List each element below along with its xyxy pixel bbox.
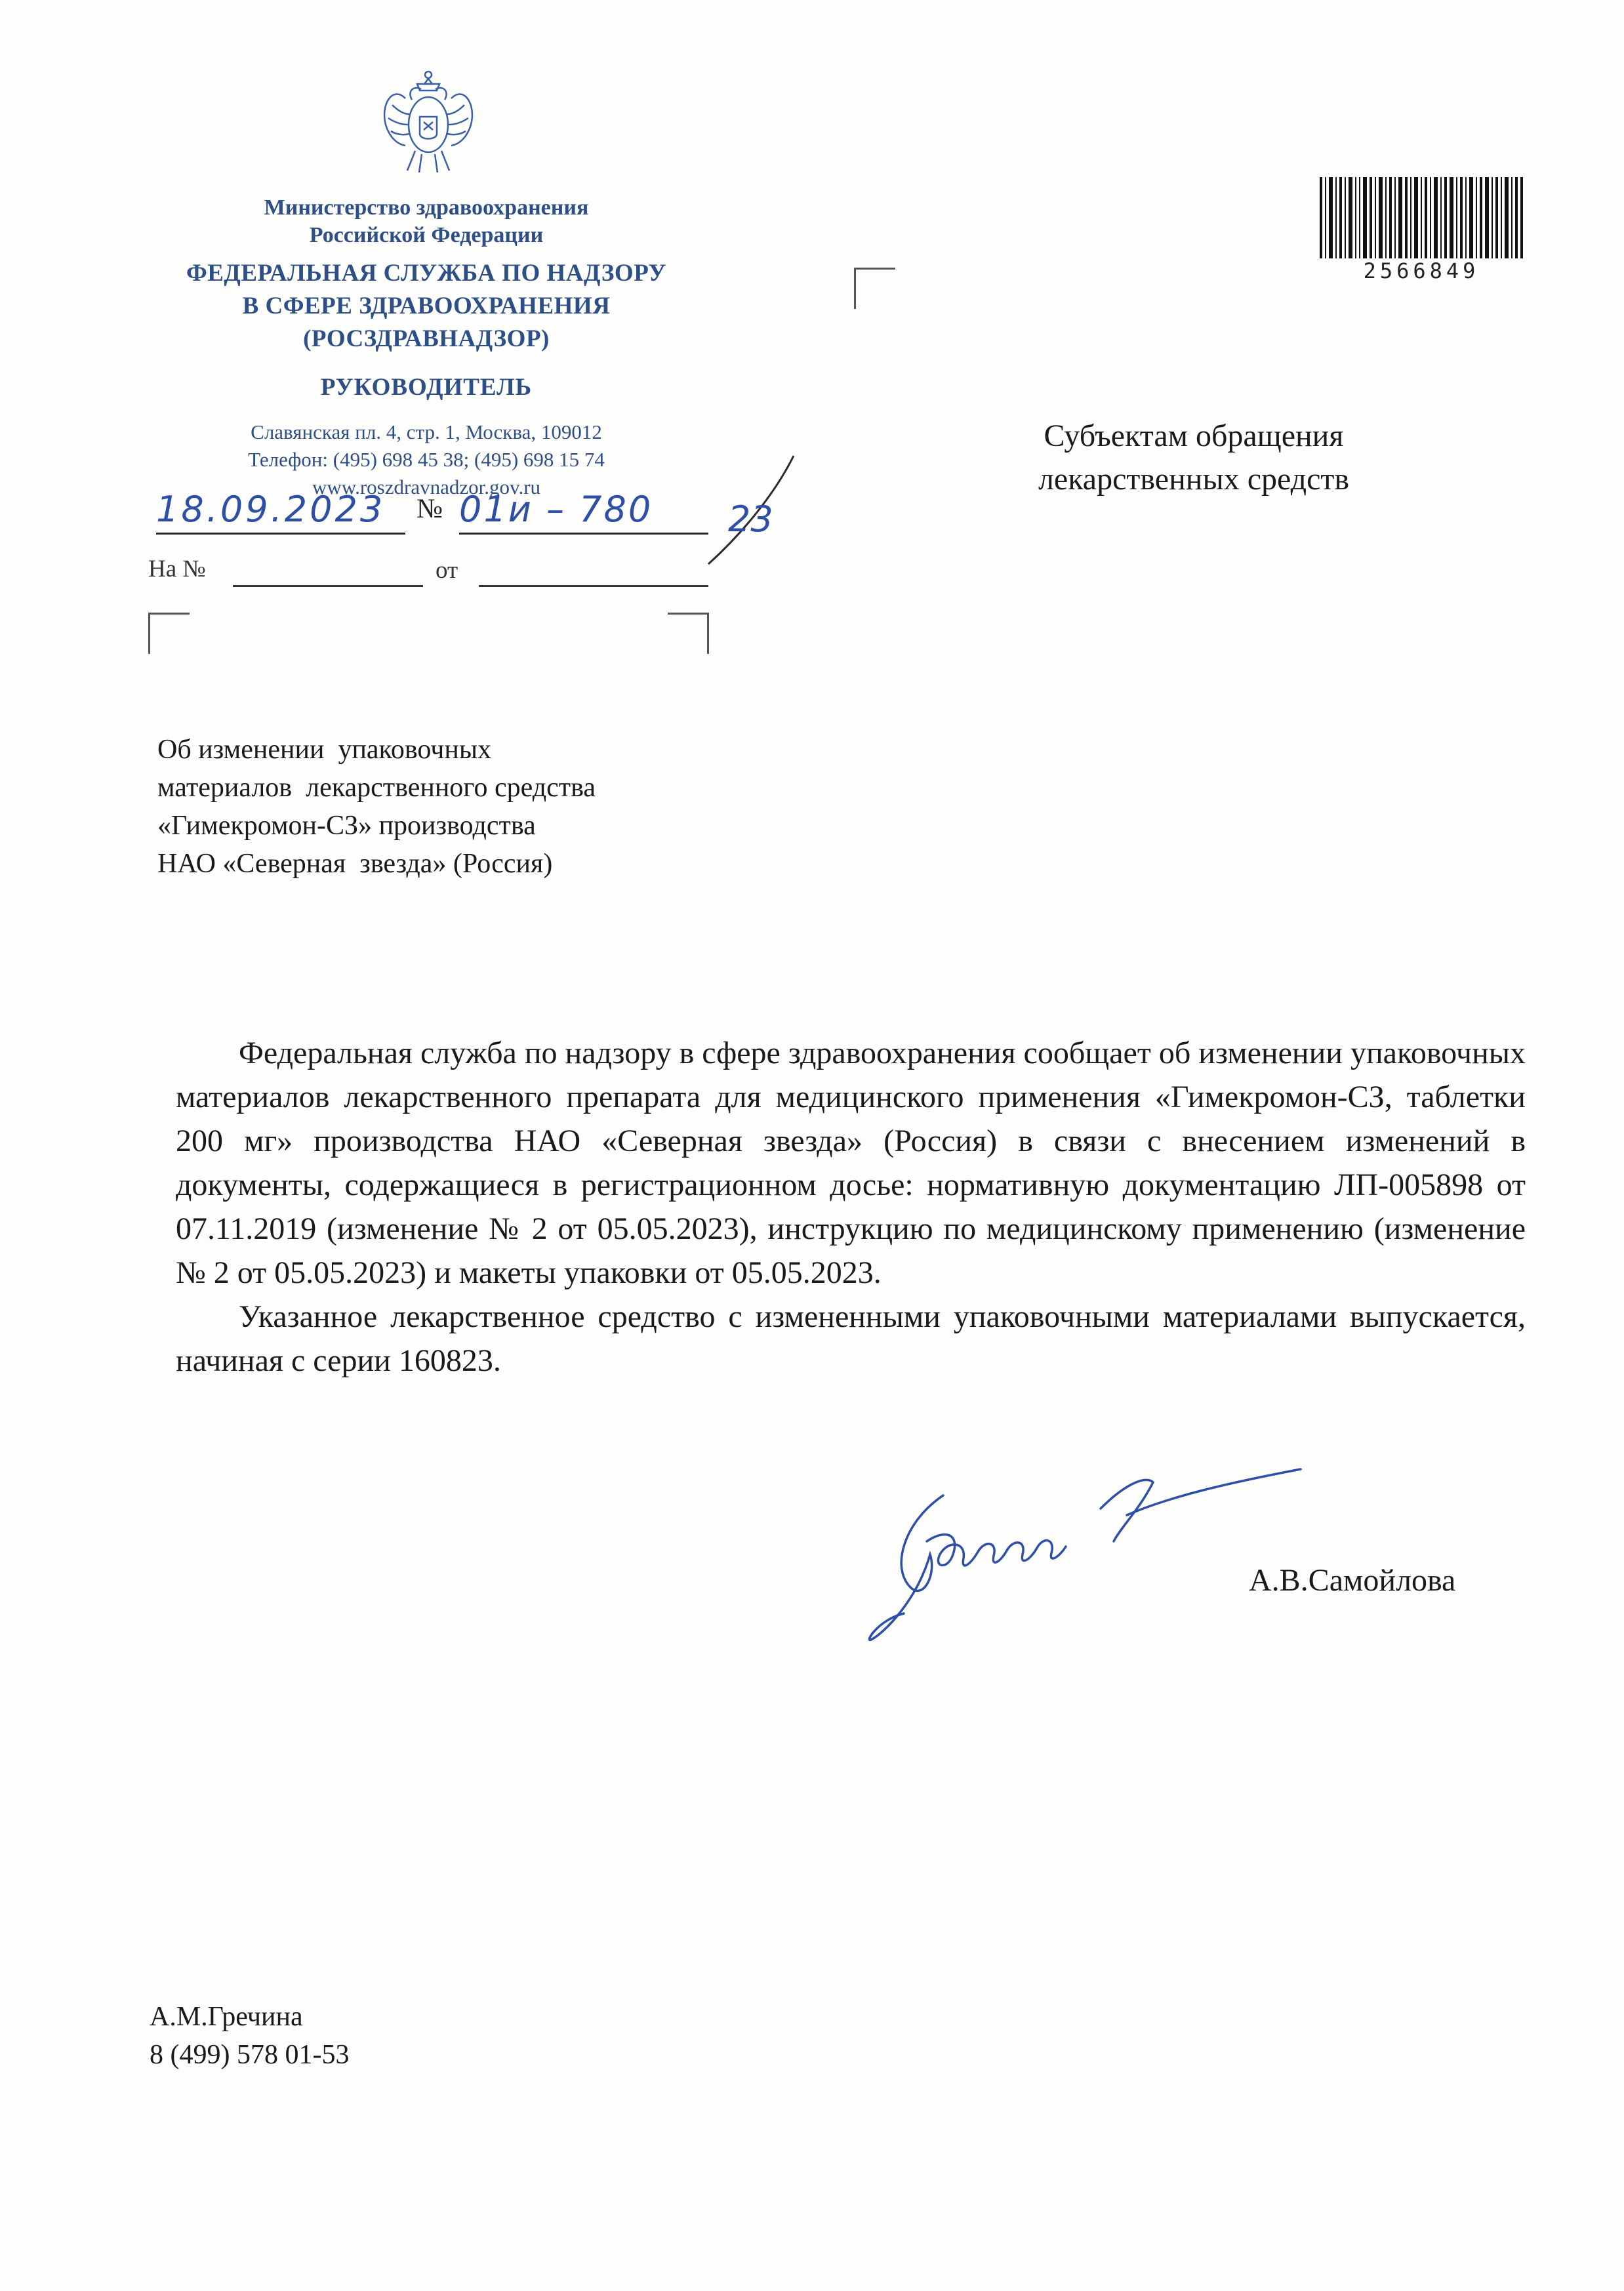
corner-mark-left	[148, 613, 190, 654]
recipient-block	[944, 415, 1443, 501]
subject-line-4: НАО «Северная звезда» (Россия)	[157, 849, 553, 879]
subject-line-2: материалов лекарственного средства	[157, 773, 596, 803]
number-sign: №	[416, 494, 443, 524]
signer-name: А.В.Самойлова	[1249, 1563, 1456, 1598]
corner-mark-right	[668, 613, 709, 654]
service-line-1: ФЕДЕРАЛЬНАЯ СЛУЖБА ПО НАДЗОРУ	[186, 260, 667, 287]
letter-body	[176, 1031, 1526, 1383]
body-paragraph-2: Указанное лекарственное средство с измененными упаковочными материалами выпускается, начиная с серии 160823.	[176, 1299, 1526, 1378]
recipient-line-1: Субъектам обращения	[1044, 418, 1344, 453]
ministry-line-2: Российской Федерации	[309, 223, 544, 247]
service-name	[118, 257, 735, 355]
executor-block	[150, 1998, 349, 2074]
executor-name: А.М.Гречина	[150, 2002, 303, 2032]
head-title: РУКОВОДИТЕЛЬ	[320, 374, 533, 401]
website: www.roszdravnadzor.gov.ru	[312, 476, 541, 498]
subject-line-1: Об изменении упаковочных	[157, 735, 492, 765]
recipient-line-2: лекарственных средств	[1038, 462, 1350, 497]
registration-number: 01и – 780	[459, 487, 708, 535]
ministry-name	[197, 194, 656, 249]
registration-year: 23	[728, 498, 773, 540]
service-line-2: В СФЕРЕ ЗДРАВООХРАНЕНИЯ	[242, 293, 611, 319]
barcode-number: 2566849	[1363, 258, 1480, 283]
reply-from-label: от	[436, 557, 458, 584]
registration-date: 18.09.2023	[156, 487, 405, 535]
corner-mark-recipient	[854, 268, 895, 309]
handwritten-signature	[864, 1456, 1310, 1653]
barcode-icon	[1320, 177, 1523, 258]
ministry-line-1: Министерство здравоохранения	[264, 195, 589, 220]
executor-phone: 8 (499) 578 01-53	[150, 2040, 350, 2070]
reply-date-line	[479, 585, 708, 587]
address: Славянская пл. 4, стр. 1, Москва, 109012	[251, 420, 602, 443]
coat-of-arms-icon	[379, 66, 477, 190]
reply-number-label: На №	[148, 556, 206, 582]
phone: Телефон: (495) 698 45 38; (495) 698 15 74	[248, 448, 605, 471]
reply-number-line	[233, 585, 423, 587]
subject-line-3: «Гимекромон-СЗ» производства	[157, 811, 536, 841]
subject-block	[157, 731, 748, 883]
service-line-3: (РОСЗДРАВНАДЗОР)	[303, 325, 550, 352]
body-paragraph-1: Федеральная служба по надзору в сфере здравоохранения сообщает об изменении упаковочных материалов лекарственного препарата для медицинского применения «Гимекромон-СЗ, таблетки 200 мг» производства НАО «Северная звезда» (Россия) в связи с внесением изменений в документы, содержащиеся в регистрационном досье: нормативную документацию ЛП-005898 от 07.11.2019 (изменение № 2 от 05.05.2023), инструкцию по медицинскому применению (изменение № 2 от 05.05.2023) и макеты упаковки от 05.05.2023.	[176, 1036, 1526, 1290]
